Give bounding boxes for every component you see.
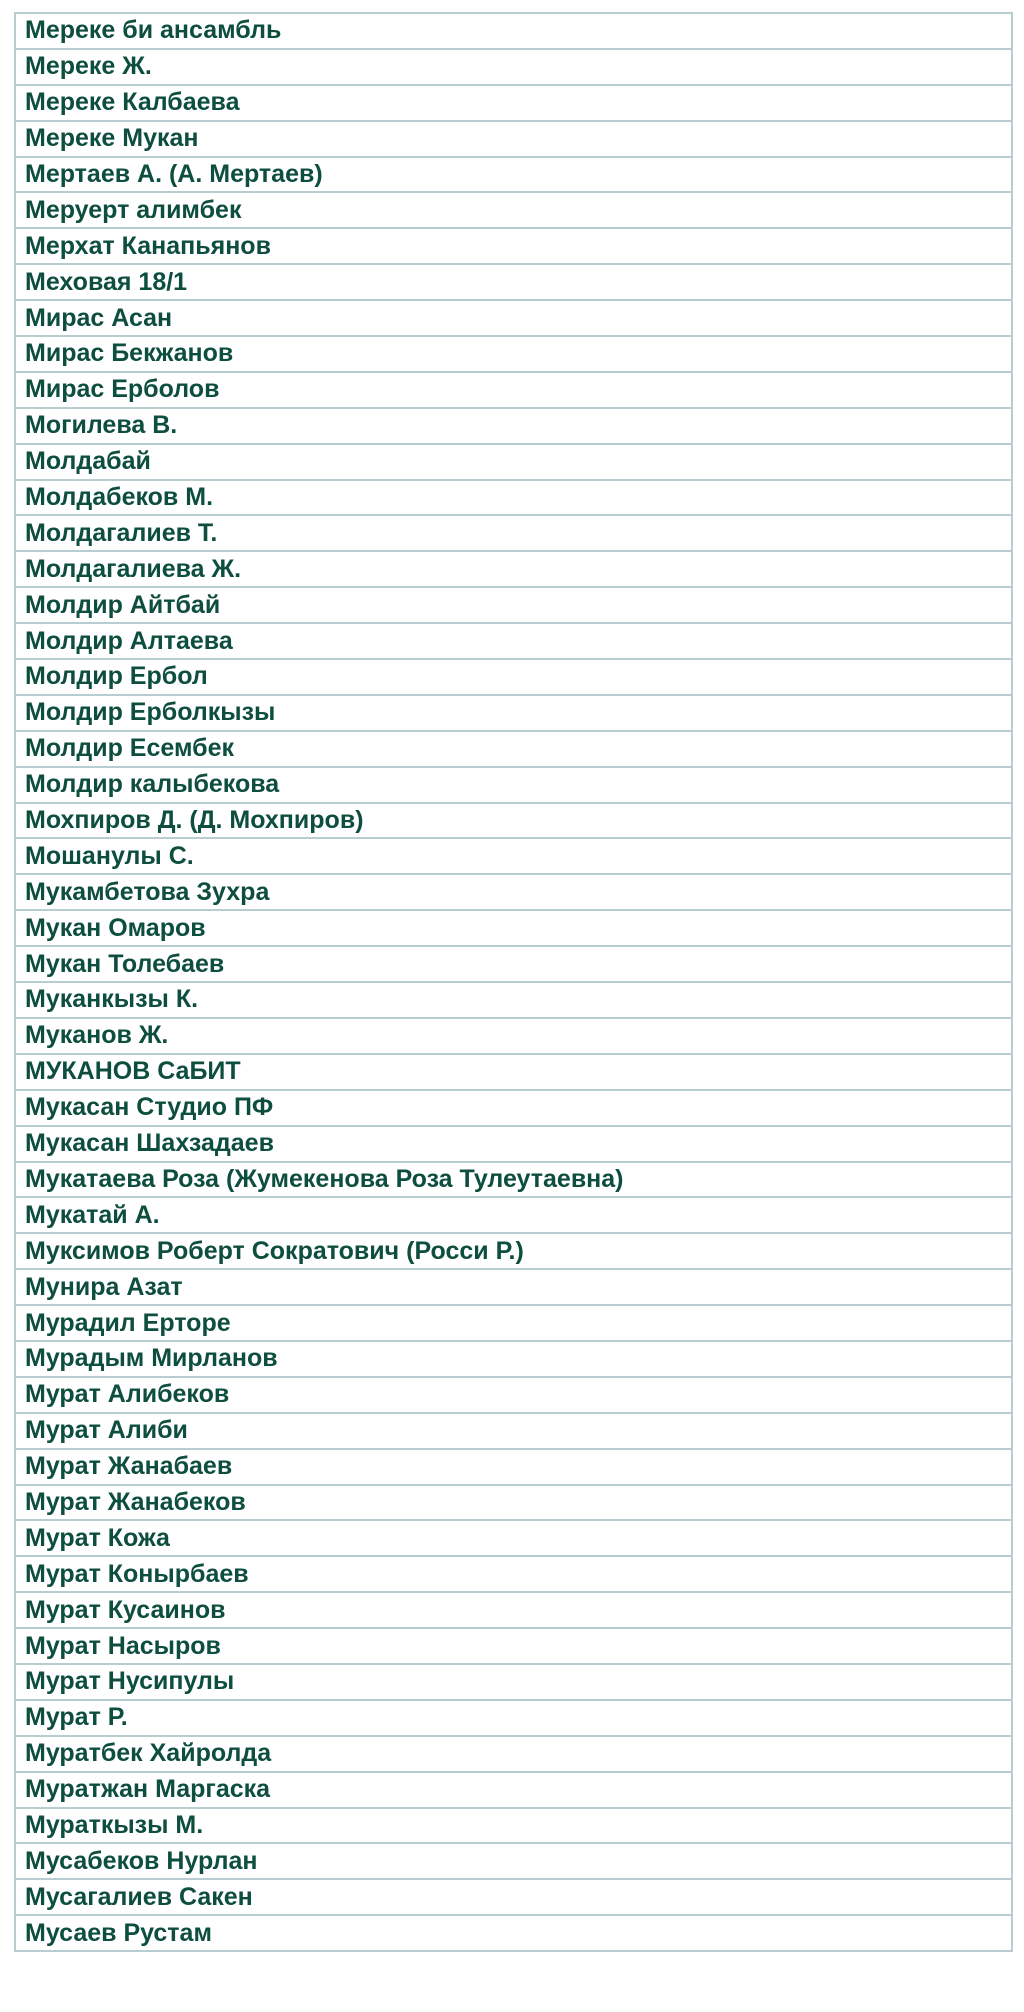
table-row — [16, 1737, 1011, 1773]
name-cell: Мохпиров Д. (Д. Мохпиров) — [25, 806, 364, 835]
name-cell: Молдабай — [25, 447, 151, 476]
table-row — [16, 1378, 1011, 1414]
table-row — [16, 911, 1011, 947]
name-cell: Мурат Конырбаев — [25, 1559, 249, 1588]
table-row — [16, 1593, 1011, 1629]
name-cell: Муканкызы К. — [25, 985, 199, 1014]
table-row — [16, 1306, 1011, 1342]
table-row — [16, 732, 1011, 768]
table-row — [16, 1270, 1011, 1306]
name-cell: МУКАНОВ СаБИТ — [25, 1057, 241, 1086]
table-row — [16, 1521, 1011, 1557]
name-cell: Мукасан Студио ПФ — [25, 1093, 274, 1122]
name-cell: Мурат Жанабеков — [25, 1487, 246, 1516]
name-cell: Молдабеков М. — [25, 483, 214, 512]
table-row — [16, 1019, 1011, 1055]
name-cell: Мурадил Ерторе — [25, 1308, 231, 1337]
name-cell: Мурат Жанабаев — [25, 1452, 233, 1481]
table-row — [16, 983, 1011, 1019]
name-cell: Мереке Ж. — [25, 52, 152, 81]
name-cell: Мурат Кожа — [25, 1523, 170, 1552]
name-cell: Молдир Алтаева — [25, 626, 233, 655]
name-cell: Мусаев Рустам — [25, 1918, 212, 1947]
names-table — [14, 12, 1013, 1952]
name-cell: Мурат Алиби — [25, 1416, 188, 1445]
name-cell: Мунира Азат — [25, 1272, 183, 1301]
name-cell: Мукан Толебаев — [25, 949, 225, 978]
name-cell: Мереке би ансамбль — [25, 16, 282, 45]
name-cell: Молдагалиева Ж. — [25, 554, 242, 583]
table-row — [16, 337, 1011, 373]
table-row — [16, 947, 1011, 983]
table-row — [16, 1163, 1011, 1199]
name-cell: Мурат Кусаинов — [25, 1595, 226, 1624]
table-row — [16, 481, 1011, 517]
table-row — [16, 1234, 1011, 1270]
table-row — [16, 1629, 1011, 1665]
table-row — [16, 1486, 1011, 1522]
table-row — [16, 516, 1011, 552]
table-row — [16, 768, 1011, 804]
table-row — [16, 804, 1011, 840]
name-cell: Молдир Ерболкызы — [25, 698, 276, 727]
table-row — [16, 588, 1011, 624]
name-cell: Мереке Мукан — [25, 124, 199, 153]
table-row — [16, 1091, 1011, 1127]
table-row — [16, 1844, 1011, 1880]
table-row — [16, 1342, 1011, 1378]
table-row — [16, 373, 1011, 409]
name-cell: Могилева В. — [25, 411, 178, 440]
table-row — [16, 1557, 1011, 1593]
table-row — [16, 1809, 1011, 1845]
table-row — [16, 1450, 1011, 1486]
table-row — [16, 1127, 1011, 1163]
table-row — [16, 229, 1011, 265]
name-cell: Мурат Р. — [25, 1703, 128, 1732]
table-row — [16, 839, 1011, 875]
name-cell: Мирас Бекжанов — [25, 339, 234, 368]
table-row — [16, 158, 1011, 194]
name-cell: Мирас Ерболов — [25, 375, 220, 404]
table-row — [16, 409, 1011, 445]
table-row — [16, 193, 1011, 229]
name-cell: Мусабеков Нурлан — [25, 1846, 258, 1875]
name-cell: Молдагалиев Т. — [25, 518, 218, 547]
name-cell: Муксимов Роберт Сократович (Росси Р.) — [25, 1236, 524, 1265]
table-row — [16, 624, 1011, 660]
name-cell: Молдир калыбекова — [25, 770, 280, 799]
name-cell: Мураткызы М. — [25, 1810, 204, 1839]
table-row — [16, 301, 1011, 337]
table-row — [16, 1665, 1011, 1701]
table-row — [16, 552, 1011, 588]
name-cell: Мирас Асан — [25, 303, 173, 332]
name-cell: Мукасан Шахзадаев — [25, 1129, 274, 1158]
name-cell: Мурадым Мирланов — [25, 1344, 278, 1373]
name-cell: Мукатаева Роза (Жумекенова Роза Тулеутаевна) — [25, 1164, 624, 1193]
name-cell: Муратжан Маргаска — [25, 1775, 271, 1804]
name-cell: Меховая 18/1 — [25, 267, 188, 296]
table-row — [16, 1055, 1011, 1091]
table-row — [16, 696, 1011, 732]
table-row — [16, 265, 1011, 301]
name-cell: Муратбек Хайролда — [25, 1739, 272, 1768]
table-row — [16, 1880, 1011, 1916]
name-cell: Мукамбетова Зухра — [25, 877, 270, 906]
table-row — [16, 1773, 1011, 1809]
name-cell: Меруерт алимбек — [25, 195, 242, 224]
table-row — [16, 1701, 1011, 1737]
name-cell: Мертаев А. (А. Мертаев) — [25, 160, 323, 188]
table-row — [16, 1198, 1011, 1234]
table-row — [16, 1916, 1011, 1952]
name-cell: Мусагалиев Сакен — [25, 1882, 253, 1911]
name-cell: Молдир Айтбай — [25, 590, 221, 619]
name-cell: Молдир Есембек — [25, 734, 234, 763]
name-cell: Муканов Ж. — [25, 1021, 169, 1050]
name-cell: Мурат Нусипулы — [25, 1667, 235, 1696]
name-cell: Мукан Омаров — [25, 913, 206, 942]
name-cell: Мошанулы С. — [25, 841, 194, 870]
table-row — [16, 122, 1011, 158]
name-cell: Мереке Калбаева — [25, 88, 240, 117]
table-row — [16, 660, 1011, 696]
table-row — [16, 875, 1011, 911]
table-row — [16, 445, 1011, 481]
name-cell: Мурат Насыров — [25, 1631, 221, 1660]
name-cell: Мурат Алибеков — [25, 1380, 230, 1409]
name-cell: Мерхат Канапьянов — [25, 231, 271, 260]
name-cell: Мукатай А. — [25, 1200, 160, 1229]
table-row — [16, 50, 1011, 86]
table-row — [16, 14, 1011, 50]
table-row — [16, 1414, 1011, 1450]
table-row — [16, 86, 1011, 122]
name-cell: Молдир Ербол — [25, 662, 208, 691]
